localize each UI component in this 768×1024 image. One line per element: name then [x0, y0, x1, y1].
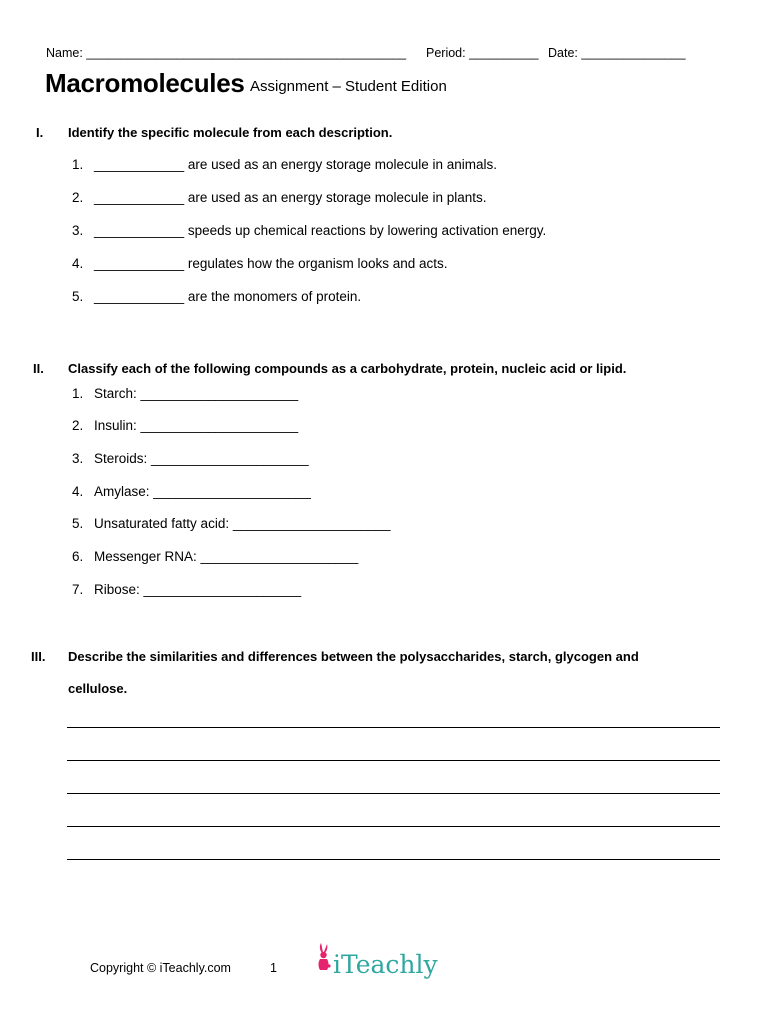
- bunny-logo-icon: [316, 942, 332, 977]
- item-number: 4.: [72, 484, 84, 499]
- page-number: 1: [270, 961, 277, 975]
- section-2-item: [72, 516, 391, 531]
- section-1-item: [72, 256, 448, 271]
- section-3-number: III.: [31, 649, 46, 664]
- answer-line[interactable]: [67, 727, 720, 728]
- section-1-instruction: Identify the specific molecule from each description.: [68, 125, 393, 140]
- item-text: Amylase: _____________________: [94, 484, 311, 499]
- page-title: Macromolecules: [45, 68, 245, 98]
- item-number: 4.: [72, 256, 84, 271]
- section-3-instruction-line-2: cellulose.: [68, 681, 128, 696]
- section-2-instruction: Classify each of the following compounds as a carbohydrate, protein, nucleic acid or lipid.: [68, 361, 627, 376]
- name-field-label: Name: ______________________________________________: [46, 46, 407, 60]
- item-number: 1.: [72, 157, 84, 172]
- section-3-instruction-line-1: Describe the similarities and differences between the polysaccharides, starch, glycogen and: [68, 649, 639, 664]
- item-text: Starch: _____________________: [94, 386, 299, 401]
- item-text: ____________ speeds up chemical reactions by lowering activation energy.: [94, 223, 547, 238]
- page-subtitle: Assignment – Student Edition: [250, 78, 447, 95]
- item-text: ____________ are used as an energy storage molecule in animals.: [94, 157, 498, 172]
- section-1-item: [72, 223, 546, 238]
- item-text: Unsaturated fatty acid: _____________________: [94, 516, 391, 531]
- item-number: 7.: [72, 582, 84, 597]
- item-text: Messenger RNA: _____________________: [94, 549, 359, 564]
- section-2-number: II.: [33, 361, 44, 376]
- item-number: 2.: [72, 190, 84, 205]
- item-text: Ribose: _____________________: [94, 582, 302, 597]
- section-2-item: [72, 451, 309, 466]
- section-1-item: [72, 157, 497, 172]
- section-2-item: [72, 386, 298, 401]
- item-number: 6.: [72, 549, 84, 564]
- item-number: 5.: [72, 289, 84, 304]
- item-number: 2.: [72, 418, 84, 433]
- item-number: 5.: [72, 516, 84, 531]
- item-text: Insulin: _____________________: [94, 418, 299, 433]
- logo-text: iTeachly: [333, 950, 438, 979]
- item-number: 1.: [72, 386, 84, 401]
- item-text: ____________ are the monomers of protein.: [94, 289, 362, 304]
- answer-line[interactable]: [67, 826, 720, 827]
- section-2-item: [72, 484, 311, 499]
- iteachly-logo: [316, 942, 438, 977]
- item-text: ____________ are used as an energy storage molecule in plants.: [94, 190, 487, 205]
- section-2-item: [72, 549, 358, 564]
- item-text: Steroids: _____________________: [94, 451, 309, 466]
- answer-line[interactable]: [67, 760, 720, 761]
- section-1-item: [72, 289, 361, 304]
- section-1-item: [72, 190, 487, 205]
- date-field-label: Date: _______________: [548, 46, 686, 60]
- item-text: ____________ regulates how the organism looks and acts.: [94, 256, 448, 271]
- answer-line[interactable]: [67, 793, 720, 794]
- copyright-text: Copyright © iTeachly.com: [90, 961, 231, 975]
- answer-line[interactable]: [67, 859, 720, 860]
- section-1-number: I.: [36, 125, 44, 140]
- period-field-label: Period: __________: [426, 46, 539, 60]
- section-2-item: [72, 418, 298, 433]
- item-number: 3.: [72, 451, 84, 466]
- item-number: 3.: [72, 223, 84, 238]
- section-2-item: [72, 582, 301, 597]
